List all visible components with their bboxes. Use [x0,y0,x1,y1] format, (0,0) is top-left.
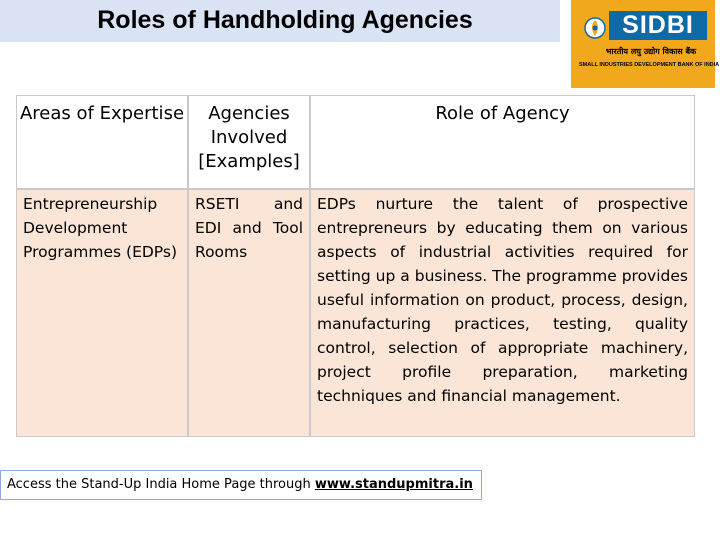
standupmitra-link[interactable]: www.standupmitra.in [314,477,473,492]
cell-area-expertise: Entrepreneurship Development Programmes (EDPs) [16,189,188,437]
header-role: Role of Agency [310,95,695,189]
cell-agencies: RSETI and EDI and Tool Rooms [188,189,310,437]
cell-role: EDPs nurture the talent of prospective entrepreneurs by educating them on various aspects of industrial activities required for setting up a business. The programme provides useful information on product, process, design, manufacturing practices, testing, quality control, selection of appropriate machinery, project profile preparation, marketing techniques and financial management. [310,189,695,437]
footer-lead-text: Access the Stand-Up India Home Page through [7,477,315,492]
logo-subtitle: SMALL INDUSTRIES DEVELOPMENT BANK OF INDIA [579,62,720,68]
logo-name: SIDBI [609,11,707,40]
slide-title: Roles of Handholding Agencies [97,6,473,34]
logo-hindi-text: भारतीय लघु उद्योग विकास बैंक [605,47,697,56]
sidbi-emblem-icon [584,17,606,39]
footer-banner [0,470,482,500]
roles-table [16,95,695,437]
sidbi-logo [571,0,720,88]
footer-text [7,477,473,492]
header-areas: Areas of Expertise [16,95,188,189]
header-agencies: Agencies Involved [Examples] [188,95,310,189]
